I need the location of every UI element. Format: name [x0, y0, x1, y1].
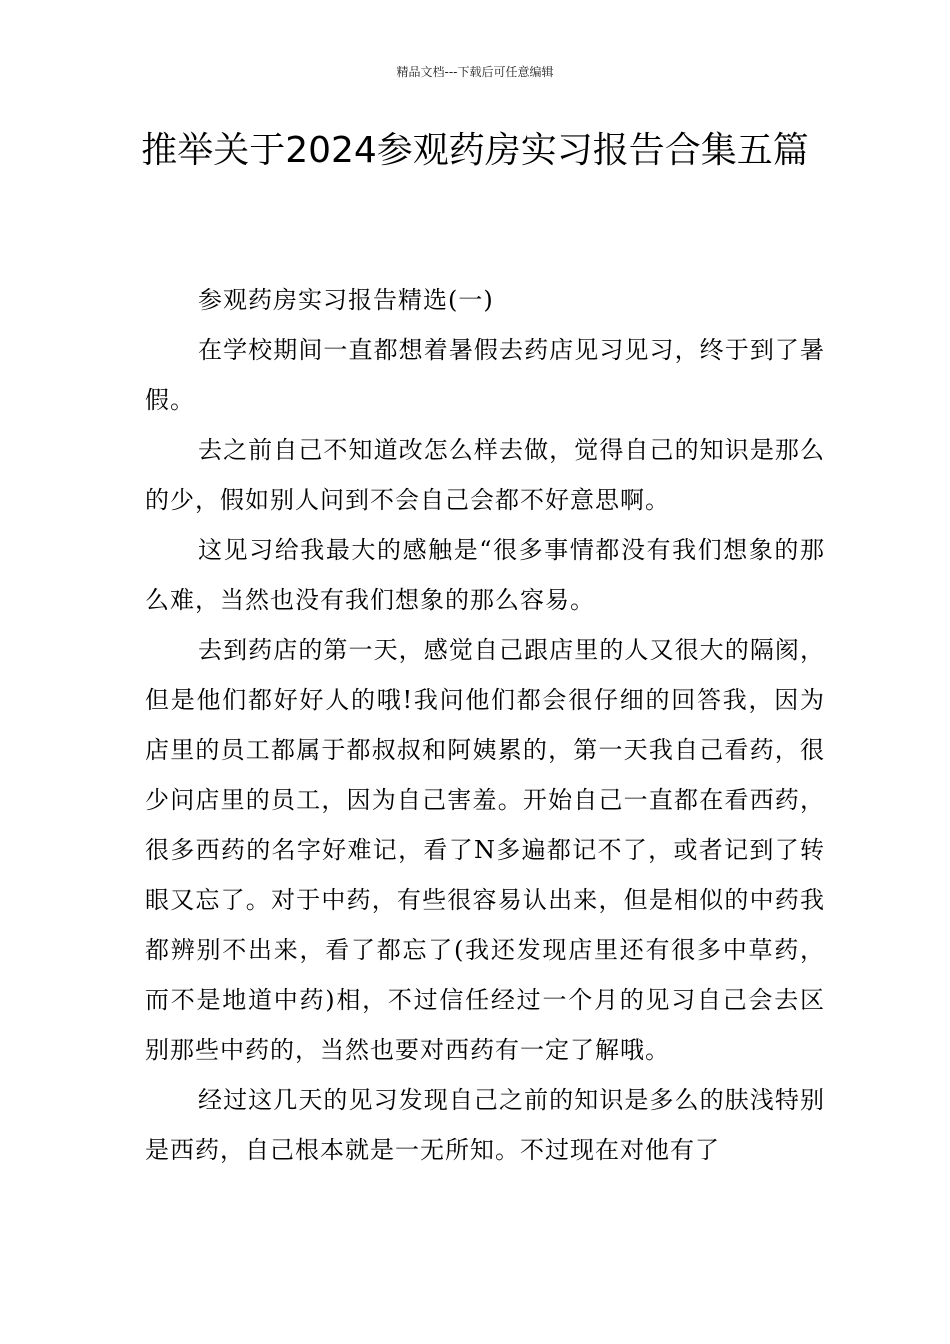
document-body — [145, 275, 825, 1175]
paragraph: 去之前自己不知道改怎么样去做，觉得自己的知识是那么的少，假如别人问到不会自己会都不好意思啊。 — [145, 436, 825, 514]
section-heading: 参观药房实习报告精选(一) — [198, 286, 494, 314]
paragraph: 经过这几天的见习发现自己之前的知识是多么的肤浅特别是西药，自己根本就是一无所知。不过现在对他有了 — [145, 1086, 825, 1164]
paragraph: 去到药店的第一天，感觉自己跟店里的人又很大的隔阂，但是他们都好好人的哦!我问他们都会很仔细的回答我，因为店里的员工都属于都叔叔和阿姨累的，第一天我自己看药，很少问店里的员工，因为自己害羞。开始自己一直都在看西药，很多西药的名字好难记，看了N多遍都记不了，或者记到了转眼又忘了。对于中药，有些很容易认出来，但是相似的中药我都辨别不出来，看了都忘了(我还发现店里还有很多中草药，而不是地道中药)相，不过信任经过一个月的见习自己会去区别那些中药的，当然也要对西药有一定了解哦。 — [145, 636, 825, 1064]
paragraph: 在学校期间一直都想着暑假去药店见习见习，终于到了暑假。 — [145, 336, 825, 414]
header-note: 精品文档---下载后可任意编辑 — [396, 65, 554, 79]
document-title: 推举关于2024参观药房实习报告合集五篇 — [141, 130, 809, 171]
paragraph: 这见习给我最大的感触是“很多事情都没有我们想象的那么难，当然也没有我们想象的那么容易。 — [145, 536, 825, 614]
